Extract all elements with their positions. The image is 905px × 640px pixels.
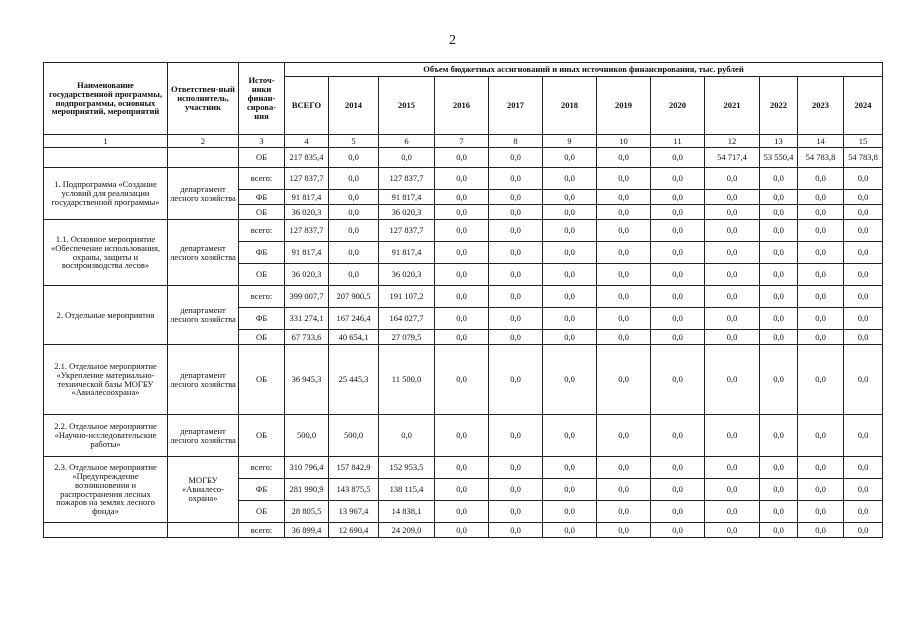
cell-value: 0,0 <box>651 190 705 205</box>
cell-value: 0,0 <box>379 415 435 457</box>
cell-value: 0,0 <box>597 308 651 330</box>
cell-value: 24 209,0 <box>379 523 435 538</box>
row-name: 2.3. Отдельное мероприятие «Предупреждение возникновения и распространения лесных пожаров на землях лесного фонда» <box>44 457 168 523</box>
table-row <box>44 220 883 242</box>
row-name: 2. Отдельные мероприятия <box>44 286 168 345</box>
cell-value: 0,0 <box>760 220 798 242</box>
cell-value: 0,0 <box>597 330 651 345</box>
cell-value: 0,0 <box>597 457 651 479</box>
row-source: ФБ <box>239 479 285 501</box>
cell-value: 0,0 <box>798 168 844 190</box>
cell-value: 0,0 <box>798 330 844 345</box>
cell-value: 0,0 <box>435 330 489 345</box>
cell-total: 91 817,4 <box>285 242 329 264</box>
cell-value: 0,0 <box>435 220 489 242</box>
cell-value: 0,0 <box>760 190 798 205</box>
cell-value: 0,0 <box>435 148 489 168</box>
column-number: 10 <box>597 135 651 148</box>
column-number: 14 <box>798 135 844 148</box>
cell-value: 0,0 <box>489 264 543 286</box>
cell-value: 0,0 <box>705 308 760 330</box>
header-year: 2020 <box>651 77 705 135</box>
column-number: 2 <box>168 135 239 148</box>
cell-value: 0,0 <box>543 330 597 345</box>
cell-value: 0,0 <box>435 415 489 457</box>
cell-value: 0,0 <box>705 345 760 415</box>
cell-value: 0,0 <box>435 523 489 538</box>
cell-value: 0,0 <box>705 330 760 345</box>
header-total: ВСЕГО <box>285 77 329 135</box>
header-responsible: Ответствен-ный исполнитель, участник <box>168 63 239 135</box>
cell-value: 0,0 <box>798 308 844 330</box>
cell-value: 0,0 <box>651 457 705 479</box>
cell-value: 0,0 <box>329 168 379 190</box>
cell-value: 143 875,5 <box>329 479 379 501</box>
cell-value: 0,0 <box>705 205 760 220</box>
row-responsible <box>168 523 239 538</box>
cell-value: 152 953,5 <box>379 457 435 479</box>
cell-value: 0,0 <box>798 264 844 286</box>
cell-value: 0,0 <box>597 242 651 264</box>
cell-value: 0,0 <box>651 308 705 330</box>
cell-value: 0,0 <box>651 242 705 264</box>
column-number: 3 <box>239 135 285 148</box>
cell-total: 331 274,1 <box>285 308 329 330</box>
table-row <box>44 168 883 190</box>
row-name <box>44 523 168 538</box>
column-number-row <box>44 135 883 148</box>
row-name: 2.2. Отдельное мероприятие «Научно-исследовательские работы» <box>44 415 168 457</box>
row-source: ФБ <box>239 190 285 205</box>
cell-total: 36 899,4 <box>285 523 329 538</box>
cell-value: 12 690,4 <box>329 523 379 538</box>
budget-table <box>43 62 883 538</box>
cell-value: 0,0 <box>844 220 883 242</box>
cell-value: 0,0 <box>760 330 798 345</box>
header-year: 2021 <box>705 77 760 135</box>
cell-value: 14 838,1 <box>379 501 435 523</box>
cell-value: 0,0 <box>760 523 798 538</box>
row-source: ФБ <box>239 308 285 330</box>
cell-value: 0,0 <box>435 205 489 220</box>
column-number: 15 <box>844 135 883 148</box>
cell-value: 0,0 <box>435 190 489 205</box>
cell-value: 500,0 <box>329 415 379 457</box>
cell-value: 0,0 <box>705 220 760 242</box>
cell-value: 0,0 <box>798 415 844 457</box>
cell-total: 399 007,7 <box>285 286 329 308</box>
cell-value: 0,0 <box>651 148 705 168</box>
cell-value: 0,0 <box>651 264 705 286</box>
cell-total: 36 020,3 <box>285 264 329 286</box>
cell-value: 0,0 <box>489 242 543 264</box>
cell-value: 0,0 <box>489 501 543 523</box>
column-number: 1 <box>44 135 168 148</box>
cell-value: 0,0 <box>760 264 798 286</box>
cell-value: 167 246,4 <box>329 308 379 330</box>
cell-value: 0,0 <box>651 523 705 538</box>
cell-value: 0,0 <box>435 264 489 286</box>
row-source: всего: <box>239 457 285 479</box>
row-responsible: департамент лесного хозяйства <box>168 220 239 286</box>
cell-value: 0,0 <box>651 220 705 242</box>
cell-total: 91 817,4 <box>285 190 329 205</box>
cell-value: 0,0 <box>329 190 379 205</box>
cell-value: 127 837,7 <box>379 220 435 242</box>
cell-value: 138 115,4 <box>379 479 435 501</box>
header-year: 2014 <box>329 77 379 135</box>
cell-value: 54 717,4 <box>705 148 760 168</box>
row-responsible: департамент лесного хозяйства <box>168 168 239 220</box>
cell-value: 0,0 <box>435 308 489 330</box>
cell-value: 0,0 <box>329 264 379 286</box>
cell-value: 0,0 <box>760 286 798 308</box>
cell-total: 281 990,9 <box>285 479 329 501</box>
cell-total: 127 837,7 <box>285 168 329 190</box>
row-source: всего: <box>239 523 285 538</box>
column-number: 13 <box>760 135 798 148</box>
cell-value: 0,0 <box>543 205 597 220</box>
cell-value: 0,0 <box>651 205 705 220</box>
cell-value: 0,0 <box>329 205 379 220</box>
table-body <box>44 148 883 538</box>
cell-value: 0,0 <box>844 168 883 190</box>
row-source: всего: <box>239 286 285 308</box>
column-number: 7 <box>435 135 489 148</box>
cell-value: 0,0 <box>543 242 597 264</box>
cell-value: 0,0 <box>597 501 651 523</box>
cell-value: 0,0 <box>489 168 543 190</box>
row-responsible: департамент лесного хозяйства <box>168 286 239 345</box>
cell-value: 0,0 <box>844 308 883 330</box>
cell-value: 0,0 <box>844 501 883 523</box>
cell-value: 164 027,7 <box>379 308 435 330</box>
cell-value: 0,0 <box>760 457 798 479</box>
cell-value: 40 654,1 <box>329 330 379 345</box>
cell-value: 0,0 <box>798 286 844 308</box>
cell-value: 0,0 <box>489 415 543 457</box>
cell-value: 0,0 <box>543 286 597 308</box>
header-year: 2022 <box>760 77 798 135</box>
cell-value: 0,0 <box>705 457 760 479</box>
table-row <box>44 286 883 308</box>
cell-value: 0,0 <box>844 345 883 415</box>
cell-value: 0,0 <box>844 190 883 205</box>
cell-value: 0,0 <box>435 345 489 415</box>
cell-total: 310 796,4 <box>285 457 329 479</box>
row-name: 2.1. Отдельное мероприятие «Укрепление материально-технической базы МОГБУ «Авиалесоохрана» <box>44 345 168 415</box>
header-year: 2023 <box>798 77 844 135</box>
cell-value: 0,0 <box>844 479 883 501</box>
cell-value: 0,0 <box>489 457 543 479</box>
cell-value: 0,0 <box>543 190 597 205</box>
cell-value: 0,0 <box>798 457 844 479</box>
cell-value: 0,0 <box>597 220 651 242</box>
cell-value: 207 900,5 <box>329 286 379 308</box>
cell-value: 0,0 <box>543 264 597 286</box>
row-source: ОБ <box>239 205 285 220</box>
cell-value: 0,0 <box>489 345 543 415</box>
cell-value: 0,0 <box>760 501 798 523</box>
cell-value: 0,0 <box>597 148 651 168</box>
header-budget-group: Объем бюджетных ассигнований и иных источников финансирования, тыс. рублей <box>285 63 883 77</box>
cell-value: 11 500,0 <box>379 345 435 415</box>
cell-value: 0,0 <box>435 457 489 479</box>
row-responsible: департамент лесного хозяйства <box>168 415 239 457</box>
header-year: 2024 <box>844 77 883 135</box>
cell-value: 0,0 <box>329 148 379 168</box>
column-number: 5 <box>329 135 379 148</box>
cell-value: 0,0 <box>329 220 379 242</box>
cell-value: 36 020,3 <box>379 205 435 220</box>
cell-value: 0,0 <box>597 190 651 205</box>
cell-value: 0,0 <box>798 479 844 501</box>
cell-value: 0,0 <box>844 205 883 220</box>
cell-value: 0,0 <box>798 242 844 264</box>
row-name: 1.1. Основное мероприятие «Обеспечение использования, охраны, защиты и воспроизводства лесов» <box>44 220 168 286</box>
cell-value: 0,0 <box>760 168 798 190</box>
cell-value: 0,0 <box>435 168 489 190</box>
row-responsible: департамент лесного хозяйства <box>168 345 239 415</box>
cell-value: 0,0 <box>760 415 798 457</box>
cell-value: 0,0 <box>489 330 543 345</box>
cell-value: 0,0 <box>798 190 844 205</box>
header-year: 2018 <box>543 77 597 135</box>
cell-total: 36 945,3 <box>285 345 329 415</box>
table-row <box>44 523 883 538</box>
cell-value: 0,0 <box>705 415 760 457</box>
cell-total: 28 805,5 <box>285 501 329 523</box>
cell-value: 91 817,4 <box>379 242 435 264</box>
cell-value: 0,0 <box>543 501 597 523</box>
table-row <box>44 457 883 479</box>
cell-value: 0,0 <box>543 523 597 538</box>
header-name: Наименование государственной программы, подпрограммы, основных мероприятий, мероприятий <box>44 63 168 135</box>
cell-value: 0,0 <box>705 242 760 264</box>
cell-value: 0,0 <box>798 220 844 242</box>
cell-value: 0,0 <box>543 220 597 242</box>
column-number: 12 <box>705 135 760 148</box>
cell-value: 0,0 <box>844 242 883 264</box>
cell-total: 500,0 <box>285 415 329 457</box>
cell-value: 191 107,2 <box>379 286 435 308</box>
header-year: 2017 <box>489 77 543 135</box>
cell-value: 0,0 <box>489 308 543 330</box>
row-name: 1. Подпрограмма «Создание условий для реализации государственной программы» <box>44 168 168 220</box>
cell-value: 0,0 <box>798 345 844 415</box>
cell-value: 0,0 <box>435 286 489 308</box>
cell-value: 0,0 <box>543 415 597 457</box>
cell-value: 0,0 <box>543 308 597 330</box>
cell-value: 0,0 <box>651 286 705 308</box>
row-source: ОБ <box>239 264 285 286</box>
cell-value: 0,0 <box>597 523 651 538</box>
cell-total: 36 020,3 <box>285 205 329 220</box>
cell-total: 217 835,4 <box>285 148 329 168</box>
cell-value: 0,0 <box>435 242 489 264</box>
cell-value: 0,0 <box>489 148 543 168</box>
cell-value: 0,0 <box>489 205 543 220</box>
table-row <box>44 415 883 457</box>
cell-value: 0,0 <box>844 330 883 345</box>
cell-value: 36 020,3 <box>379 264 435 286</box>
cell-value: 0,0 <box>651 168 705 190</box>
table-row <box>44 345 883 415</box>
header-source: Источ-ники финан-сирова-ния <box>239 63 285 135</box>
cell-value: 0,0 <box>379 148 435 168</box>
cell-value: 0,0 <box>705 168 760 190</box>
cell-value: 157 842,9 <box>329 457 379 479</box>
row-source: ОБ <box>239 330 285 345</box>
cell-value: 0,0 <box>597 345 651 415</box>
cell-value: 0,0 <box>844 264 883 286</box>
cell-value: 0,0 <box>597 286 651 308</box>
cell-value: 54 783,8 <box>798 148 844 168</box>
column-number: 4 <box>285 135 329 148</box>
cell-value: 0,0 <box>435 479 489 501</box>
cell-value: 0,0 <box>844 286 883 308</box>
row-source: ОБ <box>239 501 285 523</box>
header-year: 2016 <box>435 77 489 135</box>
cell-value: 0,0 <box>651 479 705 501</box>
cell-value: 0,0 <box>543 168 597 190</box>
cell-value: 0,0 <box>705 479 760 501</box>
cell-value: 0,0 <box>651 345 705 415</box>
cell-value: 0,0 <box>705 264 760 286</box>
cell-value: 0,0 <box>651 501 705 523</box>
cell-value: 0,0 <box>489 523 543 538</box>
cell-value: 0,0 <box>798 501 844 523</box>
row-source: ОБ <box>239 345 285 415</box>
cell-value: 0,0 <box>543 479 597 501</box>
cell-value: 0,0 <box>597 264 651 286</box>
row-responsible <box>168 148 239 168</box>
cell-value: 0,0 <box>489 220 543 242</box>
cell-value: 0,0 <box>760 308 798 330</box>
cell-value: 0,0 <box>543 148 597 168</box>
cell-value: 0,0 <box>329 242 379 264</box>
cell-value: 0,0 <box>597 168 651 190</box>
cell-value: 0,0 <box>597 415 651 457</box>
cell-value: 0,0 <box>597 205 651 220</box>
cell-value: 25 445,3 <box>329 345 379 415</box>
cell-value: 0,0 <box>543 345 597 415</box>
cell-value: 13 967,4 <box>329 501 379 523</box>
column-number: 6 <box>379 135 435 148</box>
cell-value: 0,0 <box>705 523 760 538</box>
cell-value: 0,0 <box>705 286 760 308</box>
header-year: 2015 <box>379 77 435 135</box>
row-source: ОБ <box>239 148 285 168</box>
cell-value: 0,0 <box>760 205 798 220</box>
cell-value: 0,0 <box>760 479 798 501</box>
cell-value: 0,0 <box>844 457 883 479</box>
cell-value: 0,0 <box>489 479 543 501</box>
page-number: 2 <box>449 33 456 48</box>
column-number: 11 <box>651 135 705 148</box>
cell-total: 67 733,6 <box>285 330 329 345</box>
cell-value: 0,0 <box>798 523 844 538</box>
header-year: 2019 <box>597 77 651 135</box>
cell-value: 0,0 <box>844 415 883 457</box>
cell-value: 0,0 <box>597 479 651 501</box>
cell-value: 0,0 <box>798 205 844 220</box>
cell-value: 0,0 <box>651 415 705 457</box>
cell-value: 0,0 <box>760 242 798 264</box>
cell-value: 91 817,4 <box>379 190 435 205</box>
table-row <box>44 148 883 168</box>
row-responsible: МОГБУ «Авиалесо-охрана» <box>168 457 239 523</box>
cell-value: 127 837,7 <box>379 168 435 190</box>
column-number: 8 <box>489 135 543 148</box>
cell-value: 0,0 <box>844 523 883 538</box>
row-name <box>44 148 168 168</box>
cell-value: 27 079,5 <box>379 330 435 345</box>
cell-value: 0,0 <box>489 190 543 205</box>
cell-value: 0,0 <box>705 190 760 205</box>
row-source: ФБ <box>239 242 285 264</box>
cell-value: 0,0 <box>651 330 705 345</box>
cell-total: 127 837,7 <box>285 220 329 242</box>
row-source: всего: <box>239 220 285 242</box>
cell-value: 54 783,8 <box>844 148 883 168</box>
row-source: ОБ <box>239 415 285 457</box>
column-number: 9 <box>543 135 597 148</box>
cell-value: 53 550,4 <box>760 148 798 168</box>
cell-value: 0,0 <box>543 457 597 479</box>
row-source: всего: <box>239 168 285 190</box>
cell-value: 0,0 <box>760 345 798 415</box>
cell-value: 0,0 <box>705 501 760 523</box>
cell-value: 0,0 <box>489 286 543 308</box>
cell-value: 0,0 <box>435 501 489 523</box>
